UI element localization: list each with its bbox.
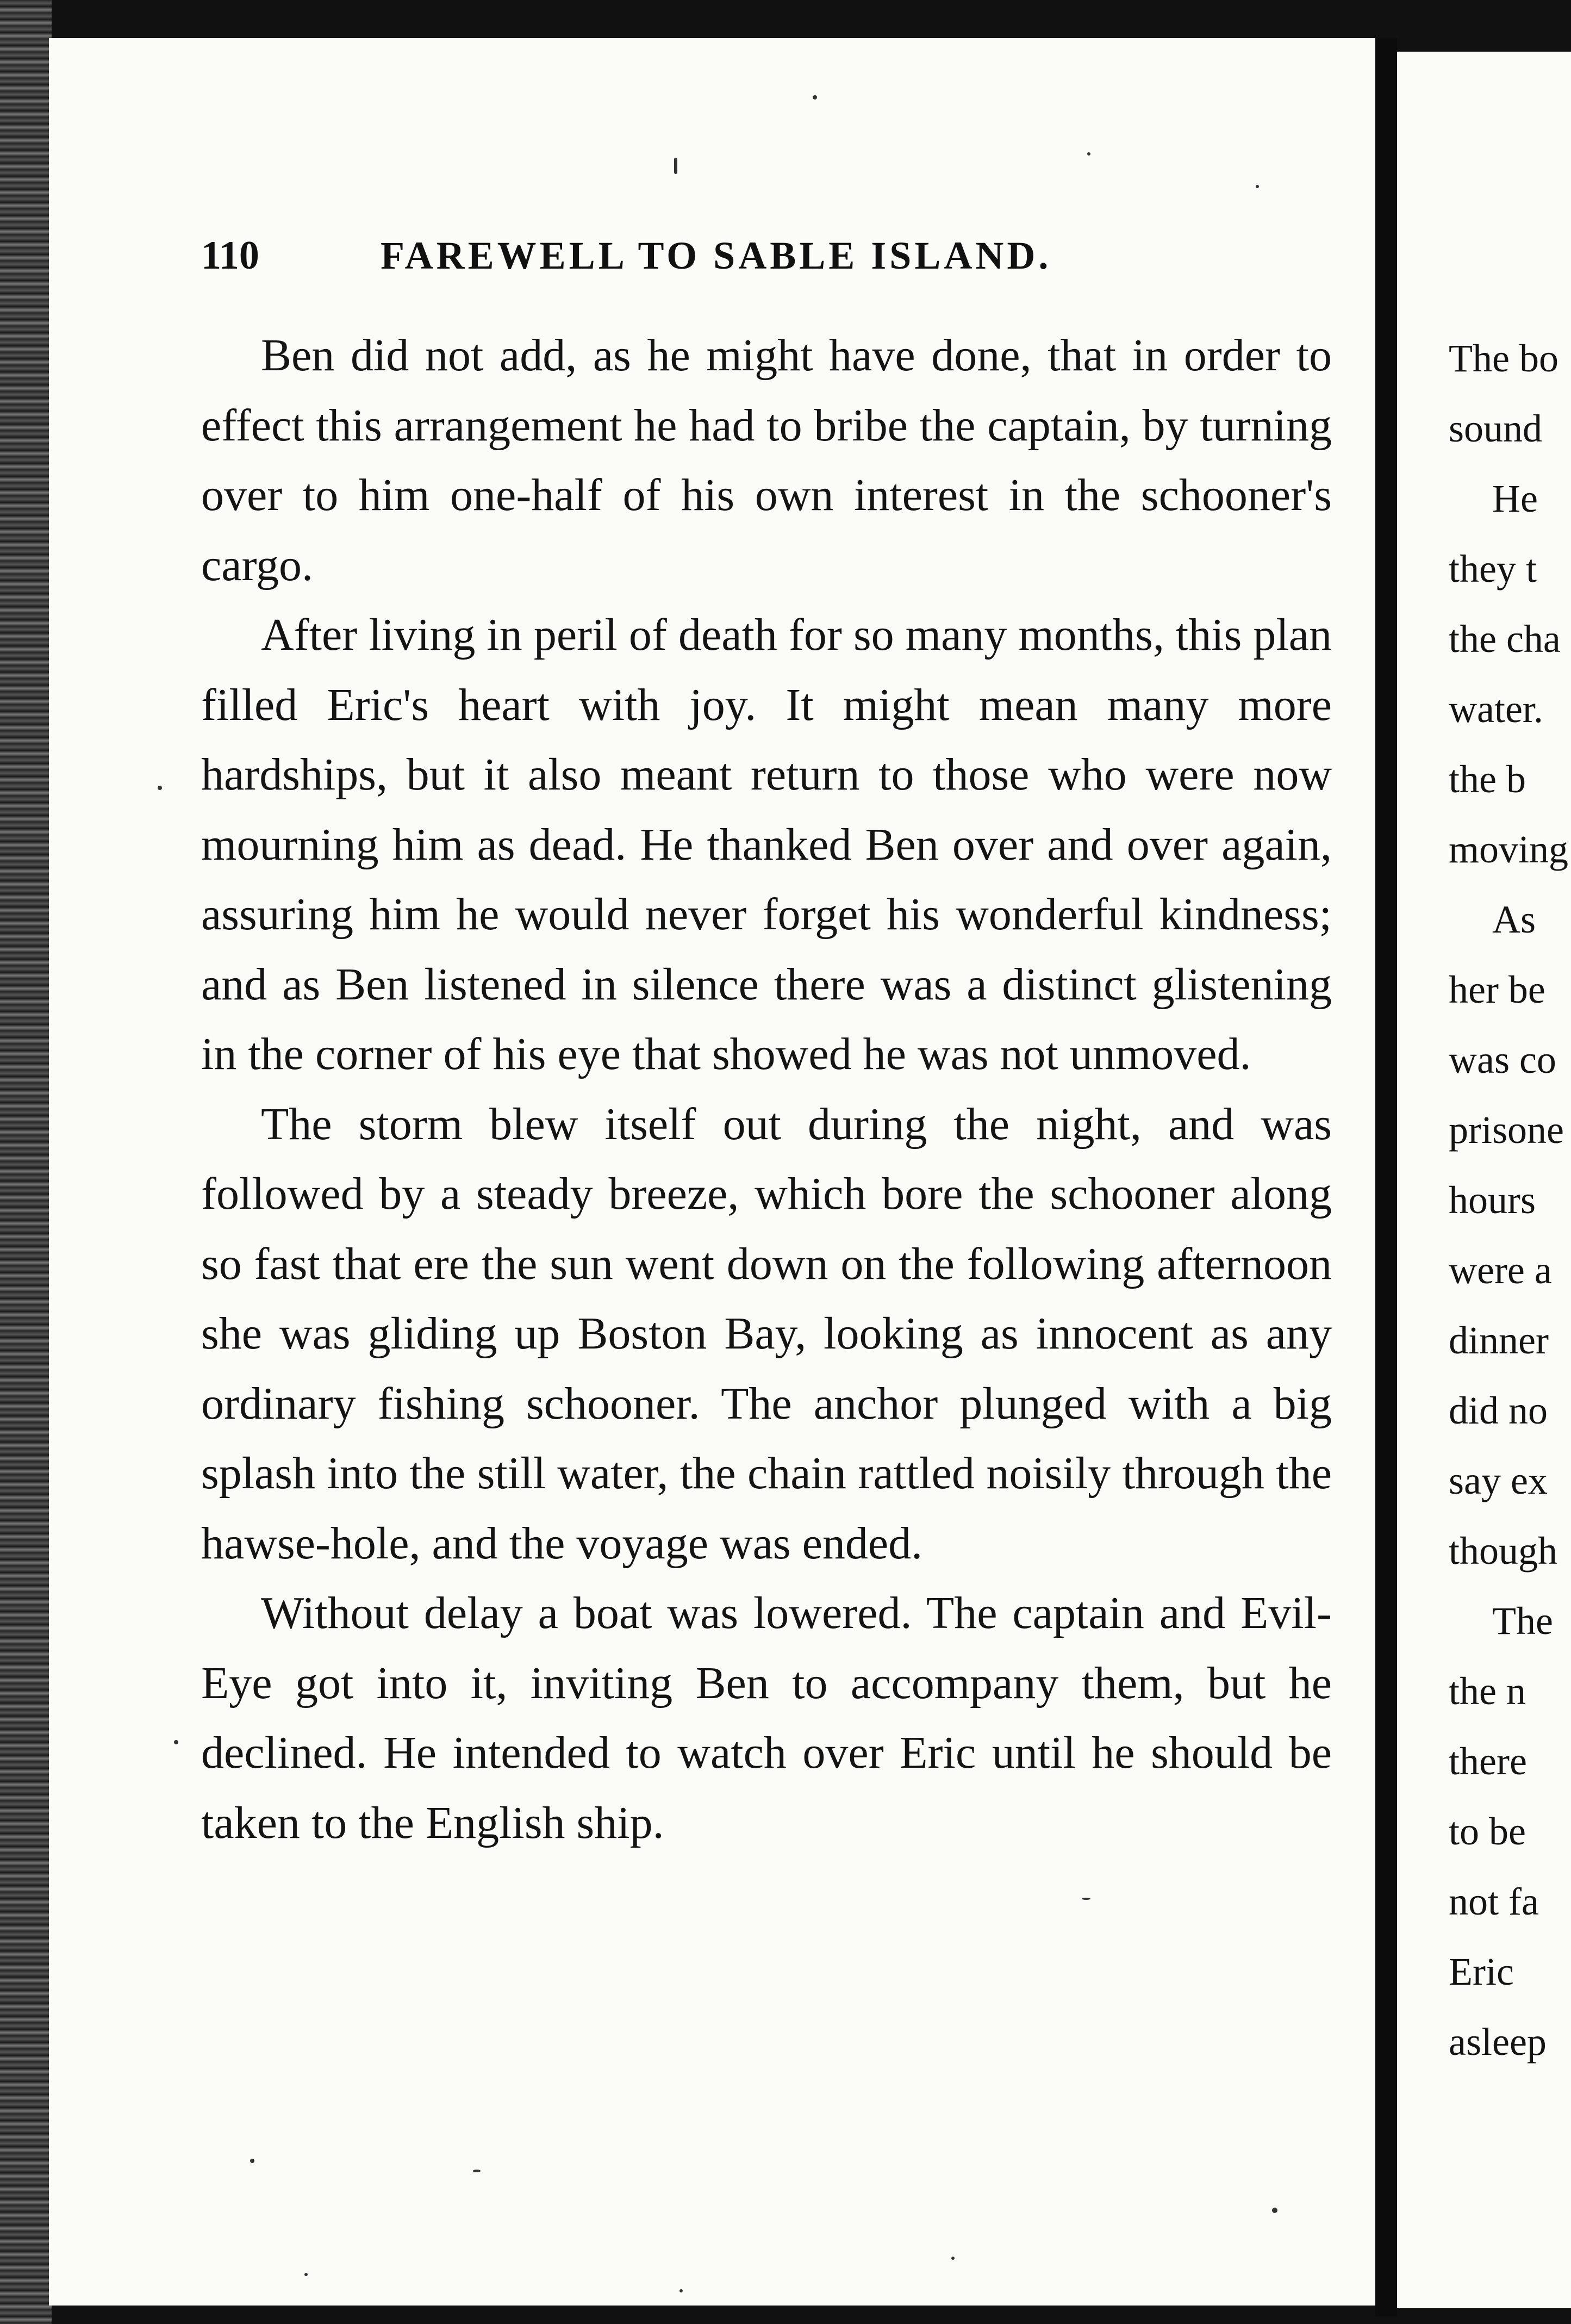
running-title: FAREWELL TO SABLE ISLAND. bbox=[381, 234, 1052, 277]
scan-speck bbox=[174, 1740, 178, 1744]
facing-line: He bbox=[1492, 477, 1538, 520]
scan-speck bbox=[1087, 152, 1090, 156]
facing-page-text bbox=[1449, 324, 1571, 2077]
facing-line: the cha bbox=[1449, 617, 1561, 661]
facing-line: dinner bbox=[1449, 1319, 1549, 1362]
facing-line: moving bbox=[1449, 828, 1569, 871]
paragraph: After living in peril of death for so many months, this plan filled Eric's heart with joy. It might mean many more hardships, but it also meant return to those who were now mourning him as dead. He thanked Ben over and over again, assuring him he would never forget his wonderful kindness; and as Ben listened in silence there was a distinct glistening in the corner of his eye that showed he was not unmoved. bbox=[201, 610, 1332, 1079]
facing-line: water. bbox=[1449, 687, 1543, 731]
scan-speck bbox=[250, 2159, 254, 2163]
body-text bbox=[201, 321, 1332, 1858]
book-binding bbox=[0, 0, 52, 2324]
facing-line: The bbox=[1492, 1599, 1553, 1643]
paragraph: Ben did not add, as he might have done, that in order to effect this arrangement he had to bribe the captain, by turning over to him one-half of his own interest in the schooner's cargo. bbox=[201, 330, 1332, 591]
facing-line: The bo bbox=[1449, 337, 1558, 380]
scan-speck bbox=[304, 2273, 308, 2276]
facing-line: her be bbox=[1449, 968, 1545, 1011]
facing-line: they t bbox=[1449, 547, 1537, 591]
facing-line: were a bbox=[1449, 1248, 1552, 1292]
facing-line: was co bbox=[1449, 1038, 1556, 1082]
facing-line: did no bbox=[1449, 1389, 1548, 1432]
scan-speck bbox=[473, 2170, 481, 2172]
scan-speck bbox=[158, 786, 162, 790]
paragraph: The storm blew itself out during the night, and was followed by a steady breeze, which bore the schooner along so fast that ere the sun went down on the following afternoon she was gliding up Boston Bay, looking as innocent as any ordinary fishing schooner. The anchor plunged with a big splash into the still water, the chain rattled noisily through the hawse-hole, and the voyage was ended. bbox=[201, 1098, 1332, 1569]
scan-speck bbox=[1272, 2208, 1277, 2213]
page-gutter bbox=[1375, 38, 1397, 2316]
facing-line: say ex bbox=[1449, 1459, 1548, 1502]
facing-line: though bbox=[1449, 1529, 1558, 1573]
facing-line: As bbox=[1492, 898, 1536, 941]
facing-line: Eric bbox=[1449, 1950, 1514, 1993]
page-number: 110 bbox=[201, 233, 259, 278]
facing-line: sound bbox=[1449, 407, 1543, 450]
scan-speck bbox=[1082, 1898, 1090, 1900]
scan-speck bbox=[1256, 185, 1259, 188]
facing-line: there bbox=[1449, 1739, 1527, 1783]
scan-speck bbox=[951, 2257, 955, 2260]
facing-line: to be bbox=[1449, 1810, 1526, 1853]
facing-line: prisone bbox=[1449, 1108, 1564, 1152]
scan-speck bbox=[679, 2289, 683, 2292]
scan-speck bbox=[674, 158, 677, 174]
facing-line: asleep bbox=[1449, 2020, 1547, 2064]
facing-line: not fa bbox=[1449, 1880, 1539, 1923]
facing-line: hours bbox=[1449, 1178, 1536, 1222]
facing-line: the b bbox=[1449, 757, 1526, 801]
facing-line: the n bbox=[1449, 1669, 1526, 1713]
scan-speck bbox=[813, 95, 817, 100]
running-head bbox=[201, 228, 1234, 283]
paragraph: Without delay a boat was lowered. The captain and Evil-Eye got into it, inviting Ben to accompany them, but he declined. He intended to watch over Eric until he should be taken to the English ship. bbox=[201, 1588, 1332, 1848]
